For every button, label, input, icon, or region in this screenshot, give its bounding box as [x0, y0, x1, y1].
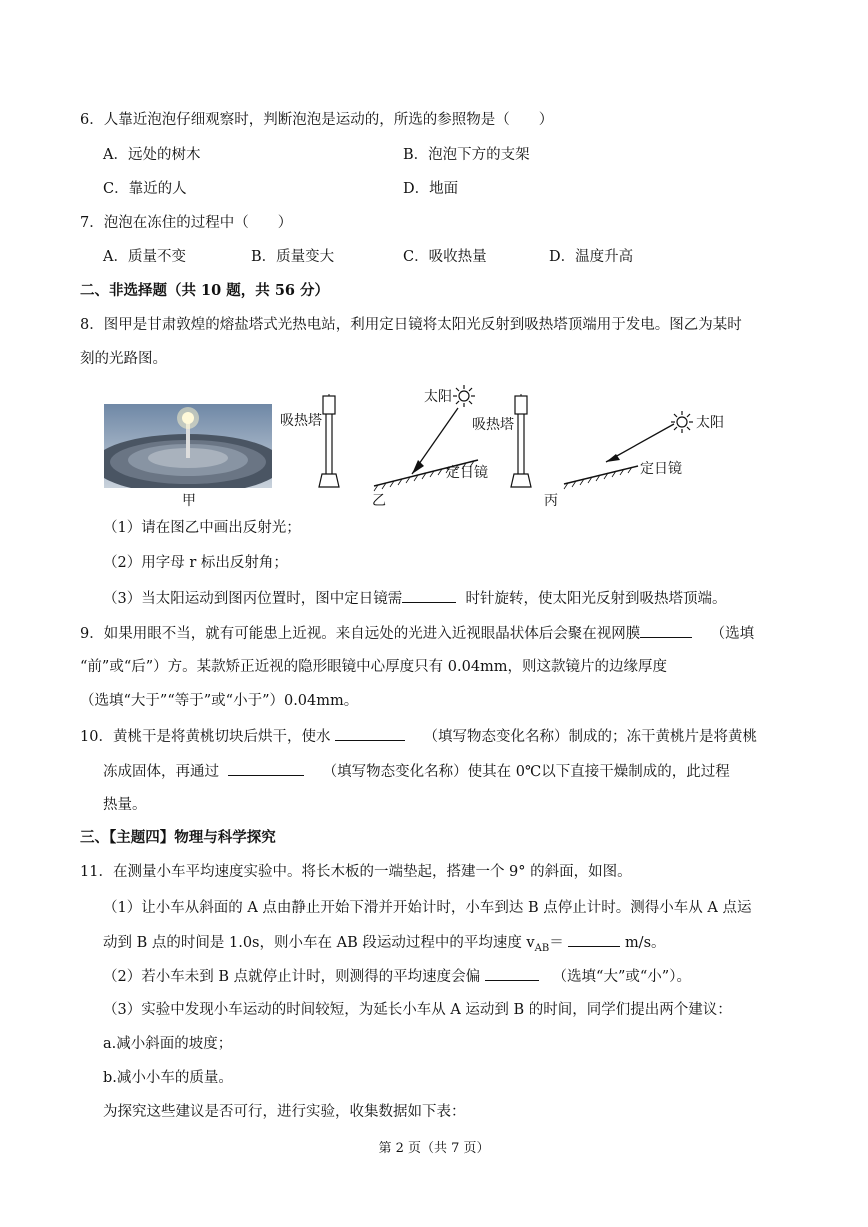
ray-diagram-yi [368, 400, 488, 500]
label-tower-yi: 吸热塔 [280, 413, 322, 429]
q11-part-2: （2）若小车未到 B 点就停止计时，则测得的平均速度会偏 （选填“大”或“小”）。 [103, 966, 691, 987]
q8-figure [100, 380, 780, 510]
q7-option-b: B．质量变大 [251, 249, 335, 265]
q10-line-1: 10．黄桃干是将黄桃切块后烘干，使水 （填写物态变化名称）制成的；冻干黄桃片是将黄桃 [80, 726, 757, 747]
label-mirror-bing: 定日镜 [640, 461, 682, 477]
q8-part-3: （3）当太阳运动到图丙位置时，图中定日镜需 时针旋转，使太阳光反射到吸热塔顶端。 [103, 588, 726, 609]
q11-suggestion-a: a.减小斜面的坡度； [103, 1036, 233, 1052]
q8-part-2: （2）用字母 r 标出反射角； [103, 555, 288, 571]
label-yi: 乙 [372, 493, 386, 509]
section-heading-3: 三、【主题四】物理与科学探究 [80, 829, 276, 846]
q7-option-a: A．质量不变 [103, 249, 186, 265]
answer-blank [640, 623, 692, 638]
answer-blank [335, 726, 405, 741]
label-sun-bing: 太阳 [696, 415, 724, 431]
answer-blank [485, 966, 539, 981]
label-tower-bing: 吸热塔 [472, 417, 514, 433]
label-jia: 甲 [182, 493, 196, 509]
q8-line-2: 刻的光路图。 [80, 351, 167, 367]
solar-plant-photo [104, 404, 272, 488]
q11-part-1-line-2: 动到 B 点的时间是 1.0s，则小车在 AB 段运动过程中的平均速度 $v_{AB}= m/s$。 [103, 932, 666, 959]
q11-table-intro: 为探究这些建议是否可行，进行实验，收集数据如下表： [103, 1104, 466, 1120]
answer-blank [568, 932, 620, 947]
sun-icon [670, 410, 694, 434]
q10-line-2: 冻成固体，再通过 （填写物态变化名称）使其在 0℃以下直接干燥制成的，此过程 [103, 761, 730, 782]
section-heading-2: 二、非选择题（共 10 题，共 56 分） [80, 282, 330, 299]
q7-stem: 7．泡泡在冻住的过程中（ ） [80, 215, 293, 231]
q6-option-b: B．泡泡下方的支架 [403, 147, 530, 163]
label-sun-yi: 太阳 [424, 389, 452, 405]
answer-blank [402, 588, 456, 603]
q9-line-2: “前”或“后”）方。某款矫正近视的隐形眼镜中心厚度只有 0.04mm，则这款镜片的边缘厚度 [80, 659, 668, 675]
tower-yi-icon [314, 394, 344, 489]
answer-blank [228, 761, 304, 776]
q8-line-1: 8．图甲是甘肃敦煌的熔盐塔式光热电站，利用定日镜将太阳光反射到吸热塔顶端用于发电。图乙为某时 [80, 317, 742, 333]
q7-option-d: D．温度升高 [549, 249, 634, 265]
q6-stem: 6．人靠近泡泡仔细观察时，判断泡泡是运动的，所选的参照物是（ ） [80, 112, 554, 128]
label-bing: 丙 [544, 493, 558, 509]
q6-option-d: D．地面 [403, 181, 459, 197]
q7-option-c: C．吸收热量 [403, 249, 487, 265]
q6-option-c: C．靠近的人 [103, 181, 187, 197]
q11-part-3: （3）实验中发现小车运动的时间较短，为延长小车从 A 运动到 B 的时间，同学们提出两个建议： [103, 1002, 732, 1018]
q9-line-3: （选填“大于”“等于”或“小于”）0.04mm。 [80, 693, 359, 709]
q11-stem: 11．在测量小车平均速度实验中。将长木板的一端垫起，搭建一个 9° 的斜面，如图。 [80, 864, 632, 880]
q11-part-1-line-1: （1）让小车从斜面的 A 点由静止开始下滑并开始计时，小车到达 B 点停止计时。测得小车从 A 点运 [103, 900, 752, 916]
q8-part-1: （1）请在图乙中画出反射光； [103, 520, 301, 536]
q10-line-3: 热量。 [103, 797, 147, 813]
q11-suggestion-b: b.减小小车的质量。 [103, 1070, 233, 1086]
q6-option-a: A．远处的树木 [103, 147, 201, 163]
q9-line-1: 9．如果用眼不当，就有可能患上近视。来自远处的光进入近视眼晶状体后会聚在视网膜 （选填 [80, 623, 754, 644]
page-footer: 第 2 页（共 7 页） [378, 1141, 490, 1156]
label-mirror-yi: 定日镜 [446, 465, 488, 481]
tower-bing-icon [506, 394, 536, 489]
